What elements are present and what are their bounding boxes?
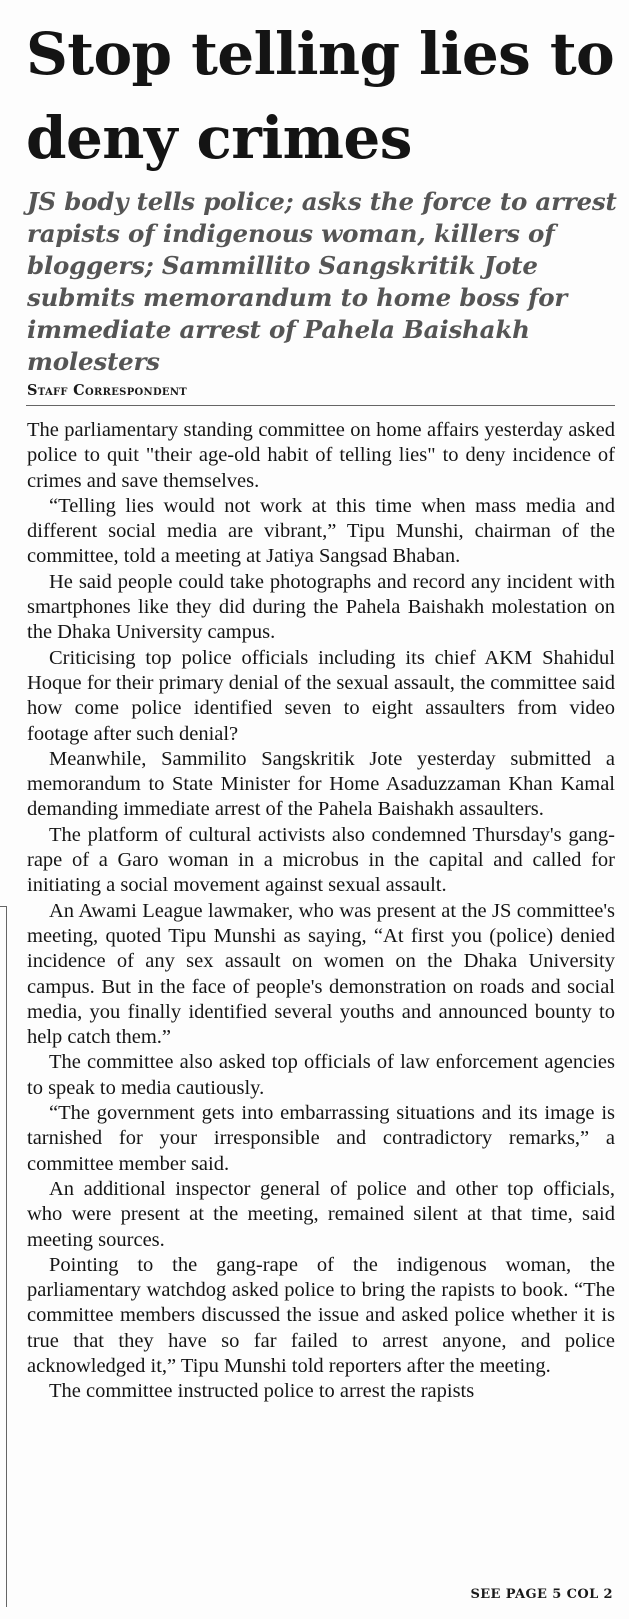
column-edge-mark: [0, 906, 7, 1607]
paragraph: The parliamentary standing committee on home affairs yesterday asked police to quit "their age-old habit of telling lies" to deny incidence of crimes and save themselves.: [27, 419, 615, 492]
paragraph: “Telling lies would not work at this time when mass media and different social media are vibrant,” Tipu Munshi, chairman of the committee, told a meeting at Jatiya Sangsad Bhaban.: [27, 494, 615, 568]
paragraph: The committee instructed police to arrest the rapists: [49, 1380, 475, 1403]
paragraph: An Awami League lawmaker, who was present at the JS committee's meeting, quoted Tipu Munshi as saying, “At first you (police) denied incidence of any sex assault on women on the Dhaka University campus. But in the face of people's demonstration on roads and social media, you finally identified several youths and announced bounty to help catch them.”: [27, 899, 615, 1049]
continuation-jump-line: SEE PAGE 5 COL 2: [470, 1587, 613, 1602]
article-body: [27, 418, 615, 1405]
paragraph: The committee also asked top officials of law enforcement agencies to speak to media cautiously.: [27, 1051, 615, 1099]
byline: Staff Correspondent: [27, 382, 188, 399]
paragraph: He said people could take photographs and record any incident with smartphones like they did during the Pahela Baishakh molestation on the Dhaka University campus.: [27, 570, 615, 644]
paragraph: The platform of cultural activists also condemned Thursday's gang-rape of a Garo woman in a microbus in the capital and called for initiating a social movement against sexual assault.: [27, 823, 615, 897]
byline-rule: [26, 405, 615, 406]
paragraph: Criticising top police officials including its chief AKM Shahidul Hoque for their primary denial of the sexual assault, the committee said how come police identified seven to eight assaulters from video footage after such denial?: [27, 646, 615, 745]
paragraph: An additional inspector general of police and other top officials, who were present at the meeting, remained silent at that time, said meeting sources.: [27, 1177, 615, 1251]
deck-subheadline: JS body tells police; asks the force to arrest rapists of indigenous woman, killers of bloggers; Sammillito Sangskritik Jote submits memorandum to home boss for immediate arrest of Pahela Baishakh molesters: [27, 187, 617, 376]
paragraph: “The government gets into embarrassing situations and its image is tarnished for your irresponsible and contradictory remarks,” a committee member said.: [27, 1102, 615, 1175]
paragraph: Pointing to the gang-rape of the indigenous woman, the parliamentary watchdog asked police to bring the rapists to book. “The committee members discussed the issue and asked police whether it is true that they have so far failed to arrest anyone, and police acknowledged it,” Tipu Munshi told reporters after the meeting.: [27, 1253, 615, 1377]
headline: Stop telling lies to deny crimes: [26, 20, 615, 172]
paragraph: Meanwhile, Sammilito Sangskritik Jote yesterday submitted a memorandum to State Minister for Home Asaduzzaman Khan Kamal demanding immediate arrest of the Pahela Baishakh assaulters.: [27, 747, 615, 821]
